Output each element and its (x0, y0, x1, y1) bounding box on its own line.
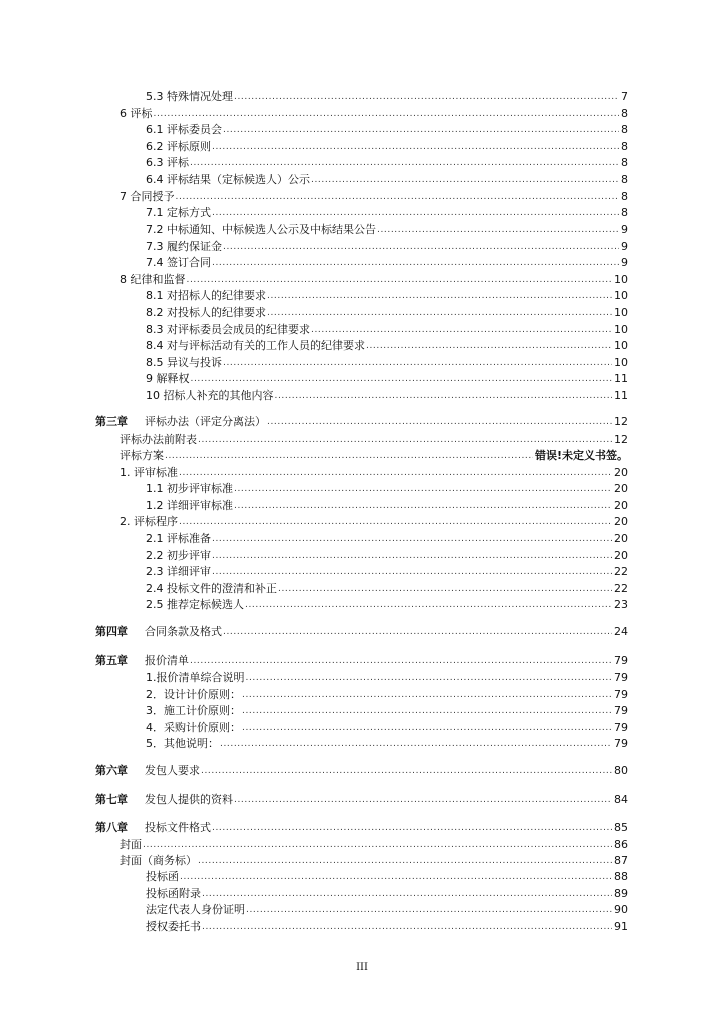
toc-entry-page: 23 (614, 598, 628, 611)
toc-entry-title: 9 解释权 (146, 372, 190, 385)
toc-entry[interactable] (120, 189, 628, 204)
toc-entry-page: 79 (614, 654, 628, 667)
toc-entry-page: 20 (614, 482, 628, 495)
toc-entry-title: 6.4 评标结果（定标候选人）公示 (146, 173, 310, 186)
toc-entry-title: 6.2 评标原则 (146, 140, 211, 153)
toc-entry[interactable] (146, 172, 628, 187)
toc-chapter-title: 评标办法（评定分离法） (145, 415, 266, 428)
toc-entry[interactable] (146, 687, 628, 702)
chapter-number: 第三章 (95, 415, 128, 428)
toc-entry-title: 1.1 初步评审标准 (146, 482, 233, 495)
leader-dots (187, 272, 613, 287)
toc-entry-page: 10 (614, 306, 628, 319)
toc-entry[interactable] (146, 703, 628, 718)
toc-entry-page: 22 (614, 582, 628, 595)
leader-dots (198, 432, 612, 447)
toc-entry[interactable] (146, 720, 628, 735)
leader-dots (212, 205, 619, 220)
chapter-number: 第四章 (95, 625, 128, 638)
toc-entry[interactable] (146, 548, 628, 563)
toc-entry[interactable] (146, 531, 628, 546)
toc-entry-page: 8 (621, 107, 628, 120)
leader-dots (246, 902, 612, 917)
toc-entry[interactable] (146, 919, 628, 934)
toc-entry[interactable] (120, 272, 628, 287)
toc-entry-title: 8.1 对招标人的纪律要求 (146, 289, 266, 302)
leader-dots (311, 172, 619, 187)
toc-entry[interactable] (146, 122, 628, 137)
toc-entry[interactable] (120, 465, 628, 480)
toc-entry[interactable] (146, 205, 628, 220)
toc-entry-title: 2.2 初步评审 (146, 549, 211, 562)
leader-dots (234, 792, 612, 807)
leader-dots (190, 155, 619, 170)
toc-entry-page: 20 (614, 499, 628, 512)
leader-dots (267, 305, 612, 320)
toc-entry-page: 79 (614, 721, 628, 734)
leader-dots (154, 106, 620, 121)
toc-entry-page: 85 (614, 821, 628, 834)
toc-chapter[interactable] (95, 763, 628, 778)
leader-dots (180, 869, 612, 884)
toc-entry[interactable] (146, 736, 628, 751)
toc-entry-title: 授权委托书 (146, 920, 201, 933)
toc-entry-page: 79 (614, 737, 628, 750)
leader-dots (234, 89, 619, 104)
toc-entry-title: 2. 评标程序 (120, 515, 178, 528)
toc-chapter[interactable] (95, 414, 628, 429)
toc-entry-title: 8.4 对与评标活动有关的工作人员的纪律要求 (146, 339, 365, 352)
toc-entry[interactable] (146, 886, 628, 901)
toc-entry[interactable] (146, 338, 628, 353)
toc-entry-title: 封面 (120, 838, 142, 851)
toc-entry-title: 7.2 中标通知、中标候选人公示及中标结果公告 (146, 223, 376, 236)
toc-entry-page: 12 (614, 415, 628, 428)
leader-dots (278, 581, 612, 596)
toc-entry-title: 封面（商务标） (120, 854, 197, 867)
toc-entry-page: 10 (614, 273, 628, 286)
leader-dots (242, 687, 612, 702)
leader-dots (220, 736, 612, 751)
leader-dots (212, 139, 619, 154)
toc-chapter-title: 合同条款及格式 (145, 625, 222, 638)
toc-entry[interactable] (146, 355, 628, 370)
toc-entry-title: 2.4 投标文件的澄清和补正 (146, 582, 277, 595)
toc-entry-page: 10 (614, 356, 628, 369)
toc-entry-title: 评标方案 (120, 449, 164, 462)
toc-entry[interactable] (120, 432, 628, 447)
leader-dots (198, 853, 612, 868)
toc-entry[interactable] (146, 139, 628, 154)
toc-entry-title: 6.3 评标 (146, 156, 189, 169)
toc-entry[interactable] (146, 239, 628, 254)
toc-entry-page: 79 (614, 671, 628, 684)
toc-entry-page: 11 (614, 389, 628, 402)
toc-entry[interactable] (146, 869, 628, 884)
toc-entry-title: 2.3 详细评审 (146, 565, 211, 578)
toc-chapter[interactable] (95, 624, 628, 639)
toc-entry-page: 8 (621, 156, 628, 169)
chapter-number: 第五章 (95, 654, 128, 667)
toc-entry-title: 1. 评审标准 (120, 466, 178, 479)
toc-entry-title: 5.3 特殊情况处理 (146, 90, 233, 103)
toc-entry-title: 6.1 评标委员会 (146, 123, 222, 136)
toc-entry-page: 10 (614, 323, 628, 336)
toc-entry-title: 5．其他说明： (146, 737, 219, 750)
leader-dots (242, 720, 612, 735)
leader-dots (223, 239, 619, 254)
toc-entry-page: 8 (621, 140, 628, 153)
toc-entry-page: 20 (614, 515, 628, 528)
leader-dots (377, 222, 619, 237)
toc-entry-page: 22 (614, 565, 628, 578)
toc-chapter-title: 发包人要求 (145, 764, 200, 777)
leader-dots (191, 371, 613, 386)
toc-entry-page: 12 (614, 433, 628, 446)
leader-dots (311, 322, 612, 337)
leader-dots (242, 703, 612, 718)
leader-dots (366, 338, 612, 353)
toc-entry[interactable] (120, 853, 628, 868)
toc-chapter[interactable] (95, 820, 628, 835)
toc-entry-title: 评标办法前附表 (120, 433, 197, 446)
toc-entry-page: 88 (614, 870, 628, 883)
leader-dots (267, 414, 612, 429)
leader-dots (179, 514, 612, 529)
toc-entry[interactable] (120, 448, 628, 463)
toc-entry[interactable] (146, 305, 628, 320)
chapter-number: 第七章 (95, 793, 128, 806)
toc-entry-title: 1.2 详细评审标准 (146, 499, 233, 512)
toc-entry-page: 86 (614, 838, 628, 851)
toc-entry-page: 20 (614, 532, 628, 545)
leader-dots (223, 122, 619, 137)
toc-entry-page: 7 (621, 90, 628, 103)
leader-dots (275, 388, 613, 403)
toc-entry-page: 90 (614, 903, 628, 916)
leader-dots (212, 820, 612, 835)
toc-entry-title: 法定代表人身份证明 (146, 903, 245, 916)
toc-entry-title: 7 合同授予 (120, 190, 175, 203)
toc-entry[interactable] (146, 481, 628, 496)
leader-dots (202, 886, 612, 901)
toc-entry-page: 89 (614, 887, 628, 900)
toc-entry-title: 10 招标人补充的其他内容 (146, 389, 274, 402)
toc-entry[interactable] (146, 89, 628, 104)
toc-entry[interactable] (120, 514, 628, 529)
toc-entry[interactable] (146, 670, 628, 685)
toc-entry-title: 8.2 对投标人的纪律要求 (146, 306, 266, 319)
toc-entry-title: 7.1 定标方式 (146, 206, 211, 219)
toc-entry[interactable] (120, 106, 628, 121)
toc-entry-page: 20 (614, 466, 628, 479)
toc-entry[interactable] (146, 388, 628, 403)
toc-entry-page: 10 (614, 289, 628, 302)
toc-entry-page: 9 (621, 223, 628, 236)
toc-entry[interactable] (146, 155, 628, 170)
toc-entry[interactable] (146, 564, 628, 579)
toc-chapter-title: 发包人提供的资料 (145, 793, 233, 806)
toc-entry-title: 2.5 推荐定标候选人 (146, 598, 244, 611)
toc-entry-page: 20 (614, 549, 628, 562)
toc-chapter-title: 报价清单 (145, 654, 189, 667)
leader-dots (190, 653, 612, 668)
toc-entry-title: 4．采购计价原则： (146, 721, 241, 734)
toc-chapter[interactable] (95, 653, 628, 668)
toc-entry[interactable] (146, 498, 628, 513)
toc-entry-page: 8 (621, 123, 628, 136)
leader-dots (234, 481, 612, 496)
toc-entry[interactable] (146, 581, 628, 596)
toc-entry-page: 9 (621, 240, 628, 253)
toc-entry[interactable] (146, 222, 628, 237)
toc-entry-page: 87 (614, 854, 628, 867)
chapter-number: 第八章 (95, 821, 128, 834)
leader-dots (245, 597, 612, 612)
leader-dots (246, 670, 613, 685)
toc-entry-page: 24 (614, 625, 628, 638)
toc-entry-page: 79 (614, 688, 628, 701)
leader-dots (179, 465, 612, 480)
page-number: III (356, 962, 368, 973)
toc-entry-page: 8 (621, 173, 628, 186)
leader-dots (212, 531, 612, 546)
leader-dots (267, 288, 612, 303)
leader-dots (234, 498, 612, 513)
toc-entry-title: 8 纪律和监督 (120, 273, 186, 286)
toc-entry-page: 79 (614, 704, 628, 717)
toc-entry-page-error: 错误!未定义书签。 (534, 449, 628, 462)
leader-dots (212, 255, 619, 270)
toc-entry[interactable] (146, 288, 628, 303)
toc-entry[interactable] (146, 255, 628, 270)
toc-entry[interactable] (146, 597, 628, 612)
toc-entry-page: 9 (621, 256, 628, 269)
toc-chapter[interactable] (95, 792, 628, 807)
toc-entry-title: 7.3 履约保证金 (146, 240, 222, 253)
toc-entry-title: 8.3 对评标委员会成员的纪律要求 (146, 323, 310, 336)
leader-dots (212, 548, 612, 563)
leader-dots (202, 919, 612, 934)
toc-entry[interactable] (146, 322, 628, 337)
toc-entry-page: 11 (614, 372, 628, 385)
leader-dots (223, 355, 612, 370)
toc-entry-title: 1.报价清单综合说明 (146, 671, 245, 684)
toc-entry[interactable] (120, 837, 628, 852)
leader-dots (201, 763, 612, 778)
toc-entry-title: 投标函 (146, 870, 179, 883)
toc-entry-page: 80 (614, 764, 628, 777)
chapter-number: 第六章 (95, 764, 128, 777)
toc-entry-title: 7.4 签订合同 (146, 256, 211, 269)
toc-entry[interactable] (146, 902, 628, 917)
leader-dots (223, 624, 612, 639)
toc-entry-title: 3．施工计价原则： (146, 704, 241, 717)
toc-entry-page: 8 (621, 190, 628, 203)
toc-entry-title: 6 评标 (120, 107, 153, 120)
leader-dots (165, 448, 533, 463)
toc-entry-title: 2.1 评标准备 (146, 532, 211, 545)
toc-entry-page: 8 (621, 206, 628, 219)
toc-chapter-title: 投标文件格式 (145, 821, 211, 834)
toc-entry-title: 8.5 异议与投诉 (146, 356, 222, 369)
toc-entry-page: 10 (614, 339, 628, 352)
toc-entry-page: 91 (614, 920, 628, 933)
leader-dots (212, 564, 612, 579)
leader-dots (143, 837, 612, 852)
toc-entry[interactable] (146, 371, 628, 386)
toc-entry-page: 84 (614, 793, 628, 806)
toc-entry-title: 投标函附录 (146, 887, 201, 900)
toc-entry-title: 2．设计计价原则： (146, 688, 241, 701)
leader-dots (176, 189, 620, 204)
